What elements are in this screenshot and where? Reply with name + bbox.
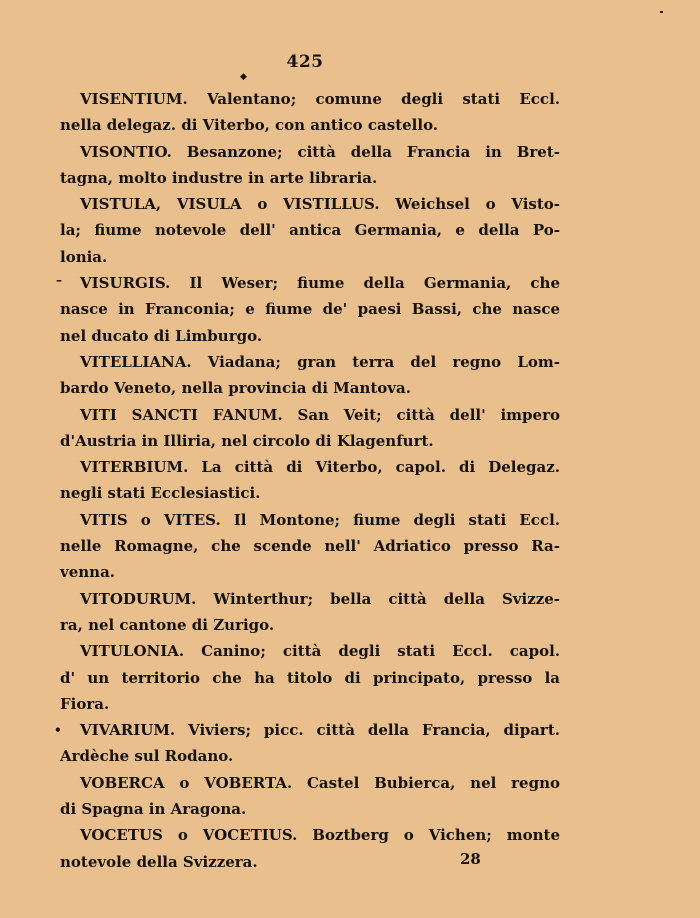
text-line: di Spagna in Aragona. (60, 800, 247, 819)
text-line: negli stati Ecclesiastici. (60, 484, 261, 503)
text-line: bardo Veneto, nella provincia di Mantova. (60, 379, 411, 398)
ink-speck (660, 11, 663, 13)
text-line: Fiora. (60, 694, 110, 713)
text-line: VITODURUM. Winterthur; bella città della Svizze- (80, 589, 560, 608)
text-line: VITERBIUM. La città di Viterbo, capol. di Delegaz. (80, 458, 560, 477)
dash-mark-icon: – (56, 273, 62, 287)
text-line: VISENTIUM. Valentano; comune degli stati Eccl. (80, 90, 560, 108)
text-line: nella delegaz. di Viterbo, con antico castello. (60, 116, 439, 135)
text-line: tagna, molto industre in arte libraria. (60, 168, 378, 187)
text-line: VITIS o VITES. Il Montone; fiume degli stati Eccl. (80, 510, 560, 529)
text-line: VITI SANCTI FANUM. San Veit; città dell' impero (80, 405, 560, 424)
asterisk-mark-icon: ◆ (240, 72, 247, 82)
text-line: VITULONIA. Canino; città degli stati Eccl. capol. (80, 642, 560, 661)
text-line: VOCETUS o VOCETIUS. Boztberg o Vichen; monte (80, 826, 560, 845)
text-line: VISTULA, VISULA o VISTILLUS. Weichsel o Visto- (80, 195, 560, 214)
text-line: d'Austria in Illiria, nel circolo di Klagenfurt. (60, 431, 434, 450)
bullet-mark-icon: • (54, 723, 62, 737)
text-line: notevole della Svizzera. (60, 852, 258, 871)
text-line: nasce in Franconia; e fiume de' paesi Bassi, che nasce (60, 300, 560, 319)
text-line: Ardèche sul Rodano. (60, 747, 234, 766)
text-line: VITELLIANA. Viadana; gran terra del regno Lom- (80, 352, 560, 371)
text-line: VISONTIO. Besanzone; città della Francia in Bret- (80, 142, 560, 161)
page-number: 425 (286, 52, 324, 72)
signature-mark: 28 (460, 850, 481, 868)
text-line: d' un territorio che ha titolo di principato, presso la (60, 668, 560, 687)
text-line: nel ducato di Limburgo. (60, 326, 263, 345)
text-line: lonia. (60, 247, 108, 266)
text-line: ra, nel cantone di Zurigo. (60, 615, 275, 634)
text-line: venna. (60, 563, 116, 582)
dictionary-entries (60, 86, 560, 875)
text-line: VOBERCA o VOBERTA. Castel Bubierca, nel regno (80, 773, 560, 792)
text-line: nelle Romagne, che scende nell' Adriatico presso Ra- (60, 537, 560, 556)
text-line: VISURGIS. Il Weser; fiume della Germania, che (80, 274, 560, 293)
text-line: la; fiume notevole dell' antica Germania, e della Po- (60, 221, 560, 240)
text-line: VIVARIUM. Viviers; picc. città della Francia, dipart. (80, 721, 560, 740)
